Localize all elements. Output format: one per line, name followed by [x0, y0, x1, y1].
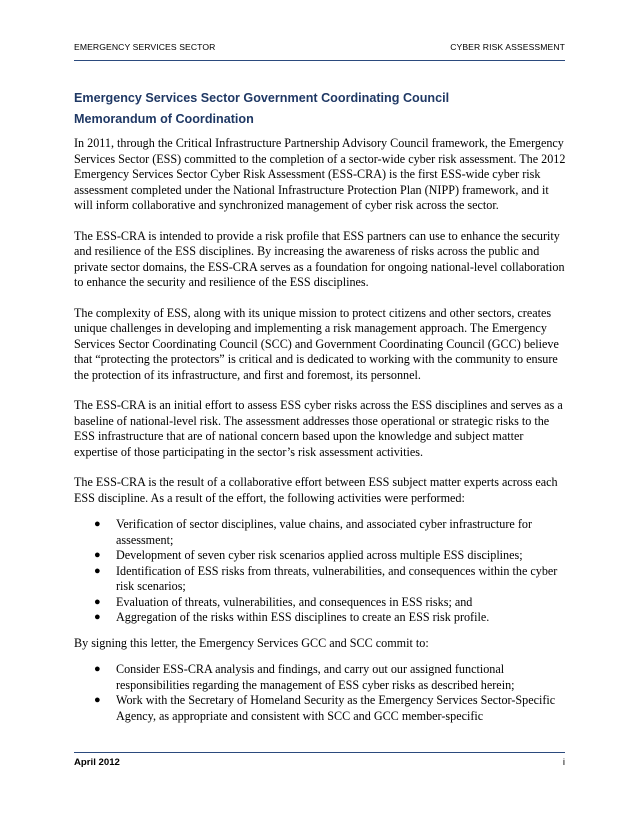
commitments-list — [74, 662, 568, 724]
list-item: ● Consider ESS-CRA analysis and findings, and carry out our assigned functional responsibilities regarding the management of ESS cyber risks as described herein; — [94, 662, 515, 692]
header-rule — [74, 60, 565, 61]
list-item: ● Verification of sector disciplines, value chains, and associated cyber infrastructure for assessment; — [94, 517, 532, 547]
page-number: i — [562, 757, 565, 768]
list-item: ● Identification of ESS risks from threats, vulnerabilities, and consequences within the cyber risk scenarios; — [94, 563, 558, 593]
list-item: ● Work with the Secretary of Homeland Security as the Emergency Services Sector-Specific Agency, as appropriate and consistent with SCC and GCC member-specific — [94, 693, 556, 723]
footer-rule — [74, 752, 565, 753]
memorandum-title: Memorandum of Coordination — [74, 112, 254, 126]
header-report-title: CYBER RISK ASSESSMENT — [450, 42, 565, 52]
footer-date: April 2012 — [74, 757, 120, 768]
bullet-icon: ● — [94, 611, 101, 623]
council-title: Emergency Services Sector Government Coordinating Council — [74, 91, 450, 105]
bullet-icon: ● — [94, 694, 101, 706]
paragraph-complexity: The complexity of ESS, along with its unique mission to protect citizens and other sectors, creates unique challenges in developing and implementing a risk management approach. The Emergency Services Sector Coordinating Council (SCC) and Government Coordinating Council (GCC) believe that “protecting the protectors” is critical and is dedicated to working with the community to ensure the protection of its infrastructure, and first and foremost, its personnel. — [74, 305, 559, 382]
bullet-icon: ● — [94, 564, 101, 577]
bullet-icon: ● — [94, 549, 101, 561]
list-item: ● Aggregation of the risks within ESS disciplines to create an ESS risk profile. — [94, 610, 490, 624]
paragraph-baseline: The ESS-CRA is an initial effort to assess ESS cyber risks across the ESS disciplines and serves as a baseline of national-level risk. The assessment addresses those operational or strategic risks to the ESS infrastructure that are of national concern based upon the knowledge and subject matter expertise of those participating in the sector’s risk assessment activities. — [74, 398, 563, 459]
body-content — [74, 136, 568, 738]
bullet-icon: ● — [94, 518, 101, 530]
paragraph-purpose: The ESS-CRA is intended to provide a risk profile that ESS partners can use to enhance the security and resilience of the ESS disciplines. By increasing the awareness of risks across the public and private sector domains, the ESS-CRA serves as a foundation for ongoing national-level collaboration to enhance the security and resilience of the ESS disciplines. — [74, 228, 565, 289]
header-sector: EMERGENCY SERVICES SECTOR — [74, 42, 216, 52]
paragraph-commitment: By signing this letter, the Emergency Services GCC and SCC commit to: — [74, 635, 429, 650]
page-header — [74, 42, 565, 56]
activities-list — [74, 517, 568, 626]
list-item: ● Development of seven cyber risk scenarios applied across multiple ESS disciplines; — [94, 548, 523, 562]
document-title — [74, 88, 565, 130]
paragraph-collaboration: The ESS-CRA is the result of a collaborative effort between ESS subject matter experts across each ESS discipline. As a result of the effort, the following activities were performed: — [74, 475, 558, 505]
list-item: ● Evaluation of threats, vulnerabilities, and consequences in ESS risks; and — [94, 594, 473, 609]
paragraph-intro: In 2011, through the Critical Infrastructure Partnership Advisory Council framework, the Emergency Services Sector (ESS) committed to the completion of a sector-wide cyber risk assessment. The 2012 Emergency Services Sector Cyber Risk Assessment (ESS-CRA) is the first ESS-wide cyber risk assessment completed under the National Infrastructure Protection Plan (NIPP) framework, and it will inform collaborative and synchronized management of cyber risk across the sector. — [74, 136, 566, 212]
bullet-icon: ● — [94, 595, 101, 608]
bullet-icon: ● — [94, 663, 101, 675]
